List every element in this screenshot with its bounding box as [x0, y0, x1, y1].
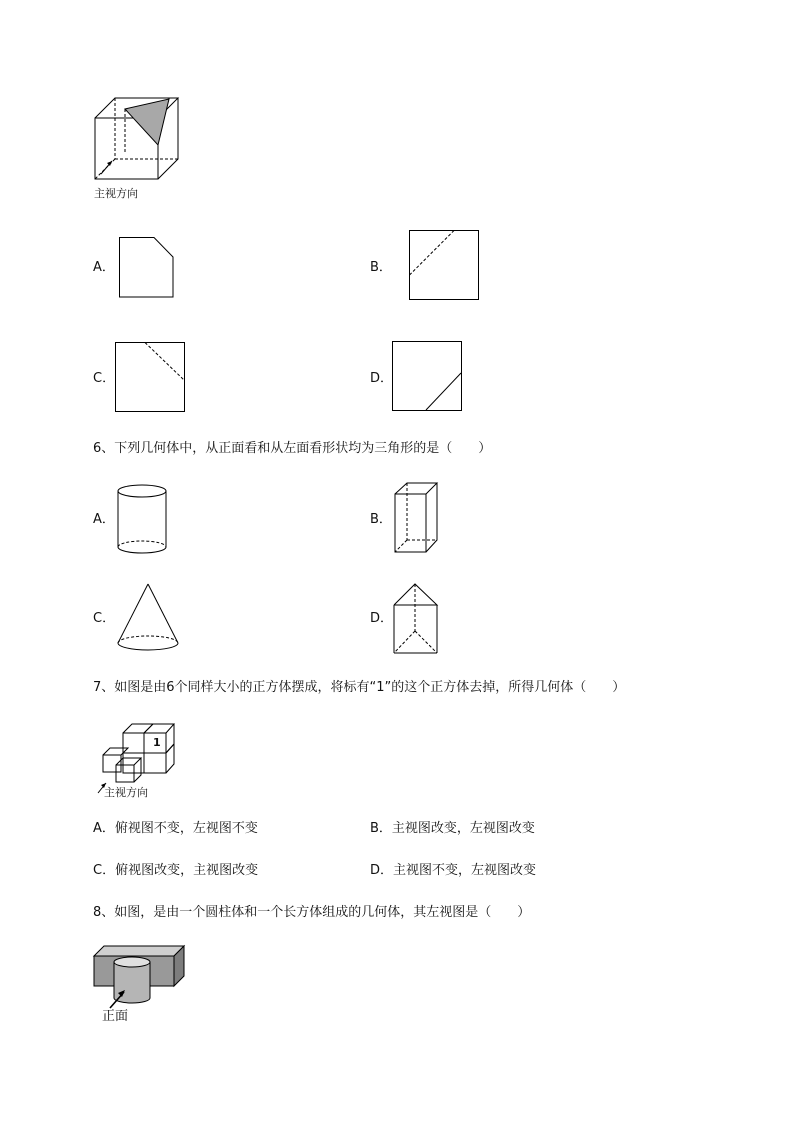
q5-option-c-letter: C．: [93, 371, 116, 386]
q7-option-a: A．俯视图不变，左视图不变: [93, 821, 258, 836]
q5-option-b-letter: B．: [370, 260, 392, 275]
q6-option-d-letter: D．: [370, 611, 394, 626]
q8-question: 8、如图，是由一个圆柱体和一个长方体组成的几何体，其左视图是（ ）: [93, 905, 531, 920]
q5-option-d-letter: D．: [370, 371, 394, 386]
q8-view-caption: 正面: [102, 1009, 129, 1024]
q6-option-b-letter: B．: [370, 512, 392, 527]
q7-cube-label: 1: [153, 736, 161, 749]
q7-option-d: D．主视图不变，左视图改变: [370, 863, 537, 878]
q7-view-caption: 主视方向: [104, 786, 148, 799]
q5-option-a-shape: [119, 237, 175, 299]
q6-option-b-prism: [394, 482, 442, 556]
q6-option-a-letter: A．: [93, 512, 115, 527]
q7-question: 7、如图是由6个同样大小的正方体摆成，将标有“1”的这个正方体去掉，所得几何体（ ）: [93, 680, 626, 695]
q5-option-a-letter: A．: [93, 260, 115, 275]
q8-solid-figure: [92, 942, 192, 1026]
q6-option-c-cone: [117, 583, 181, 655]
q5-option-c-shape: [115, 342, 187, 414]
q5-option-d-shape: [392, 341, 464, 413]
q7-cubes-figure: [92, 720, 192, 800]
q7-option-c: C．俯视图改变，主视图改变: [93, 863, 259, 878]
q5-option-b-shape: [409, 230, 481, 302]
q6-question: 6、下列几何体中，从正面看和从左面看形状均为三角形的是（ ）: [93, 441, 492, 456]
q6-option-d-triangular-prism: [392, 583, 442, 657]
q7-option-b: B．主视图改变，左视图改变: [370, 821, 535, 836]
q6-option-a-cylinder: [117, 484, 171, 556]
q5-cube-figure: [88, 92, 188, 202]
q5-view-caption: 主视方向: [94, 187, 138, 200]
q6-option-c-letter: C．: [93, 611, 116, 626]
